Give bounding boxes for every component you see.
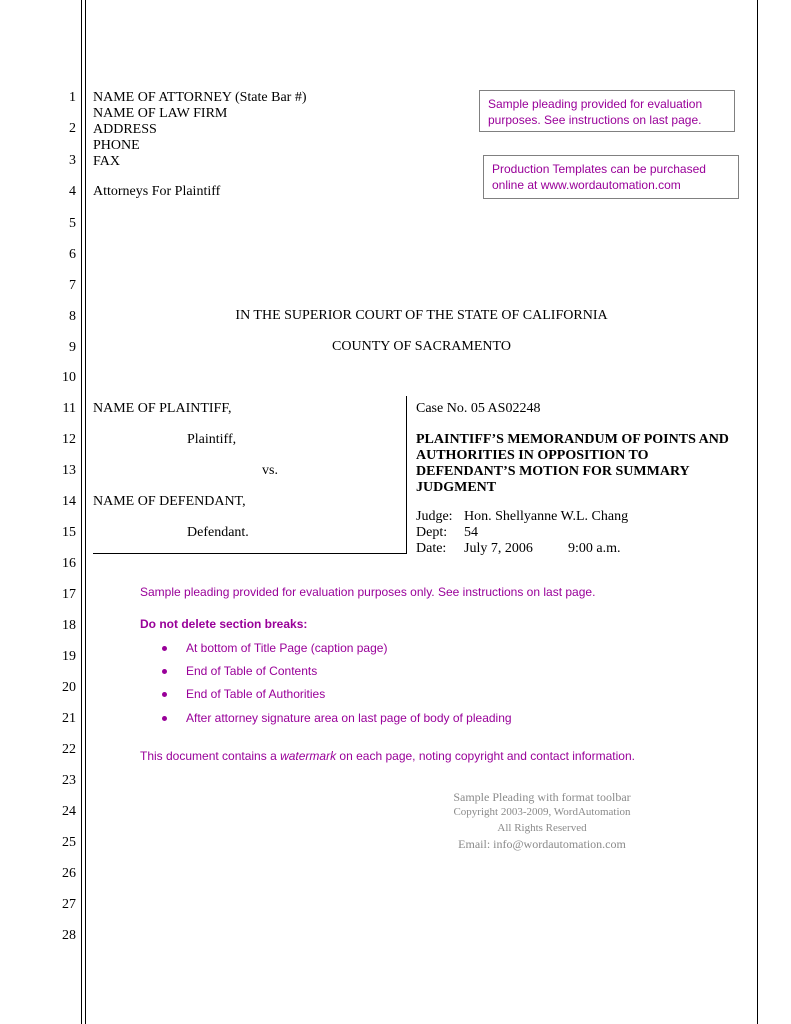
line-number: 8 — [69, 309, 76, 324]
judge-label: Judge: — [416, 509, 453, 524]
dept-value: 54 — [464, 525, 478, 540]
instructions-heading: Do not delete section breaks: — [140, 617, 308, 631]
bullet-icon — [162, 692, 167, 697]
defendant-name: NAME OF DEFENDANT, — [93, 494, 246, 509]
watermark-copyright: Copyright 2003-2009, WordAutomation — [453, 806, 631, 818]
line-number: 14 — [62, 494, 76, 509]
left-margin-rule-inner — [85, 0, 86, 1024]
line-number: 12 — [62, 432, 76, 447]
date-label: Date: — [416, 541, 447, 556]
watermark-note-pre: This document contains a — [140, 749, 281, 763]
line-number: 21 — [62, 711, 76, 726]
instructions-intro: Sample pleading provided for evaluation purposes only. See instructions on last page. — [140, 585, 596, 599]
court-name: IN THE SUPERIOR COURT OF THE STATE OF CALIFORNIA — [235, 308, 608, 323]
watermark-rights: All Rights Reserved — [497, 822, 587, 834]
line-number: 25 — [62, 835, 76, 850]
line-number: 17 — [62, 587, 76, 602]
attorney-address: ADDRESS — [93, 122, 157, 137]
left-margin-rule-outer — [81, 0, 82, 1024]
line-number: 18 — [62, 618, 76, 633]
line-number: 27 — [62, 897, 76, 912]
line-number: 28 — [62, 928, 76, 943]
line-number: 10 — [62, 370, 76, 385]
line-number: 4 — [69, 184, 76, 199]
judge-value: Hon. Shellyanne W.L. Chang — [464, 509, 629, 524]
watermark-title: Sample Pleading with format toolbar — [453, 790, 631, 804]
line-number: 16 — [62, 556, 76, 571]
watermark-email: Email: info@wordautomation.com — [458, 837, 626, 851]
caption-bottom-rule — [93, 553, 406, 554]
judge-line — [416, 509, 746, 525]
attorney-name: NAME OF ATTORNEY (State Bar #) — [93, 90, 307, 105]
line-number: 26 — [62, 866, 76, 881]
plaintiff-role: Plaintiff, — [187, 432, 237, 447]
attorney-fax: FAX — [93, 154, 120, 169]
line-number: 24 — [62, 804, 76, 819]
line-number: 1 — [69, 90, 76, 105]
evaluation-notice-box: Sample pleading provided for evaluation purposes. See instructions on last page. — [479, 90, 735, 132]
line-number: 6 — [69, 247, 76, 262]
line-number: 13 — [62, 463, 76, 478]
instruction-item: End of Table of Contents — [186, 664, 318, 678]
line-number: 5 — [69, 216, 76, 231]
watermark-note-emphasis: watermark — [280, 749, 337, 763]
watermark-note — [140, 748, 635, 764]
right-margin-rule — [757, 0, 758, 1024]
instruction-item: End of Table of Authorities — [186, 687, 326, 701]
line-number: 15 — [62, 525, 76, 540]
production-templates-box: Production Templates can be purchased online at www.wordautomation.com — [483, 155, 739, 199]
plaintiff-name: NAME OF PLAINTIFF, — [93, 401, 232, 416]
line-number: 11 — [62, 401, 76, 416]
line-number: 22 — [62, 742, 76, 757]
time-value: 9:00 a.m. — [568, 541, 621, 556]
law-firm-name: NAME OF LAW FIRM — [93, 106, 228, 121]
date-line — [416, 541, 746, 557]
line-number: 7 — [69, 278, 76, 293]
line-number: 2 — [69, 121, 76, 136]
line-number: 19 — [62, 649, 76, 664]
attorney-block — [93, 90, 393, 170]
date-value: July 7, 2006 — [464, 541, 533, 556]
attorneys-for: Attorneys For Plaintiff — [93, 184, 221, 199]
attorney-phone: PHONE — [93, 138, 140, 153]
dept-line — [416, 525, 746, 541]
county-name: COUNTY OF SACRAMENTO — [332, 339, 511, 354]
case-number: Case No. 05 AS02248 — [416, 401, 541, 416]
dept-label: Dept: — [416, 525, 448, 540]
instruction-item: After attorney signature area on last page of body of pleading — [186, 711, 512, 725]
watermark-note-post: on each page, noting copyright and contact information. — [336, 749, 635, 763]
line-number: 3 — [69, 153, 76, 168]
document-title: PLAINTIFF’S MEMORANDUM OF POINTS AND AUTHORITIES IN OPPOSITION TO DEFENDANT’S MOTION FOR SUMMARY JUDGMENT — [416, 432, 729, 495]
bullet-icon — [162, 646, 167, 651]
versus: vs. — [262, 463, 278, 478]
defendant-role: Defendant. — [187, 525, 249, 540]
bullet-icon — [162, 716, 167, 721]
hearing-info — [416, 509, 746, 557]
line-number: 23 — [62, 773, 76, 788]
caption-divider — [406, 396, 407, 554]
bullet-icon — [162, 669, 167, 674]
line-number: 20 — [62, 680, 76, 695]
line-number: 9 — [69, 340, 76, 355]
instruction-item: At bottom of Title Page (caption page) — [186, 641, 388, 655]
